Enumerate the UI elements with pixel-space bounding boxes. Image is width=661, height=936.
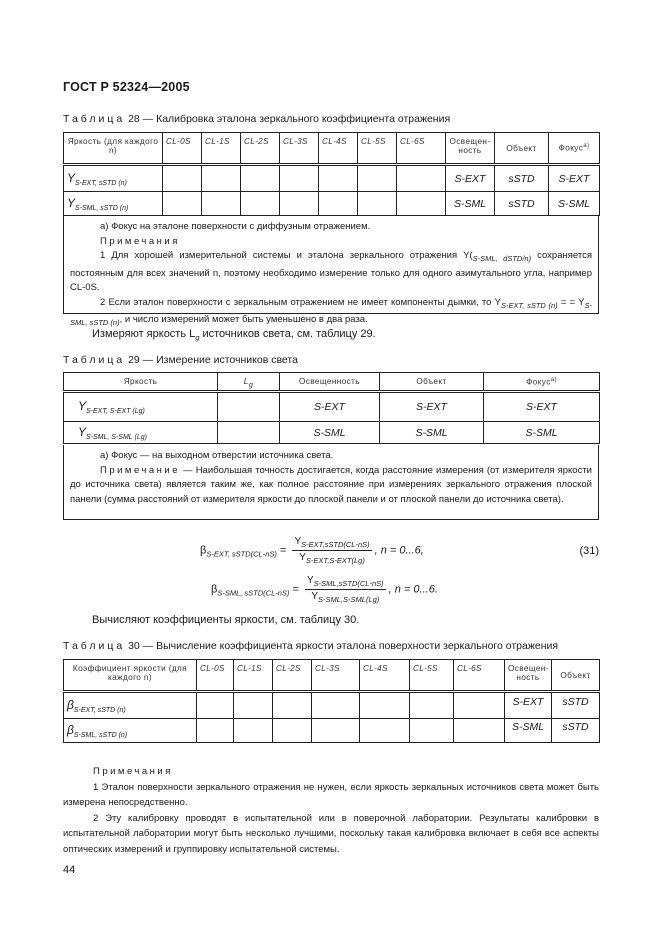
table30-header-cl3: CL-3S (312, 660, 360, 692)
row-label: $Y_{S-SML, sSTD (n)}$ (64, 192, 163, 216)
table28-header-cl4: CL-4S (319, 133, 358, 165)
table29 (63, 372, 600, 444)
table30-header-illumination: Освещен-ность (505, 660, 552, 692)
formula-32: $\beta_{S-SML, sSTD(CL-nS)}$ = $\frac{Y_{S-SML,sSTD(CL-nS)}}{Y_{S-SML,S-SML(Lg)}}$ , n = 0...6. (211, 575, 438, 604)
table28-header-brightness: Яркость (для каждого n) (64, 133, 163, 165)
table30-header-cl4: CL-4S (360, 660, 410, 692)
table29-header-brightness: Яркость (64, 373, 218, 392)
table29-header-focus: Фокус$^{а)}$ (484, 373, 600, 392)
table29-header-lg: Lg (218, 373, 280, 392)
table28-header-cl2: CL-2S (241, 133, 280, 165)
table30-header-cl5: CL-5S (410, 660, 454, 692)
table29-notes: а) Фокус — на выходном отверстии источника света. Примечание — Наибольшая точность достигается, когда расстояние измерения (от измерителя яркости до источника света) является таким же, как полное расстояние при измерениях зеркального отражения плоской панели (сумма расстояний от измерителя яркости до плоской панели и от плоской панели до источника света). (63, 445, 599, 520)
table30-caption: Таблица 30 — Вычисление коэффициента яркости эталона поверхности зеркального отражения (63, 640, 559, 652)
table30-header-cl1: CL-1S (234, 660, 273, 692)
table28-notes: а) Фокус на эталоне поверхности с диффузным отражением. Примечания 1 Для хорошей измерительной системы и эталона зеркального отражения $Y(_{S-SML, dSTD/n)}$ сохраняется постоянным для всех значений n, поэтому необходимо измерение только для одного азимутального угла, например CL-0S. 2 Если эталон поверхности с зеркальным отражением не имеет компоненты дымки, то $Y_{S-EXT, sSTD (n)}$ = = $Y_{S-SML, sSTD (n)}$, и число измерений может быть уменьшено в два раза. (63, 216, 599, 314)
table30 (63, 659, 600, 743)
table30-header-cl6: CL-6S (454, 660, 505, 692)
row-label: $Y_{S-EXT, sSTD (n)}$ (64, 165, 163, 192)
table28-header-cl5: CL-5S (358, 133, 397, 165)
paragraph-compute-coefficients: Вычисляют коэффициенты яркости, см. таблицу 30. (92, 614, 360, 626)
table30-header-coefficient: Коэффициент яркости (для каждого n) (64, 660, 197, 692)
table29-header-illumination: Освещенность (280, 373, 380, 392)
bottom-notes: Примечания 1 Эталон поверхности зеркального отражения не нужен, если яркость зеркальных источников света может быть измерена непосредственно. 2 Эту калибровку проводят в испытательной или в поверочной лаборатории. Результаты калибровки в испытательной лаборатории могут быть несколько лучшими, поскольку такая калибровка включает в себя все аспекты оптических измерений и группировку испытательной системы. (63, 766, 599, 855)
table28-header-focus: Фокус$^{а)}$ (549, 133, 600, 165)
table-row: $Y_{S-SML, S-SML (Lg)}$ S-SML S-SML S-SML (64, 422, 600, 444)
table-row: $Y_{S-EXT, S-EXT (Lg)}$ S-EXT S-EXT S-EXT (64, 392, 600, 422)
table28-header-cl3: CL-3S (280, 133, 319, 165)
table30-header-object: Объект (552, 660, 600, 692)
table30-header-cl2: CL-2S (273, 660, 312, 692)
table28-header-cl1: CL-1S (202, 133, 241, 165)
table28 (63, 132, 600, 216)
page-number: 44 (63, 864, 76, 876)
table28-caption: Таблица 28 — Калибровка эталона зеркального коэффициента отражения (63, 113, 451, 125)
table-row: $\beta_{S-SML, sSTD (n)}$ S-SML sSTD (64, 719, 600, 743)
table-row: $Y_{S-EXT, sSTD (n)}$ S-EXT sSTD S-EXT (64, 165, 600, 192)
table28-header-cl6: CL-6S (397, 133, 446, 165)
table28-header-object: Объект (495, 133, 549, 165)
table28-header-illumination: Освещен-ность (446, 133, 495, 165)
table28-header-cl0: CL-0S (163, 133, 202, 165)
formula-number: (31) (579, 545, 599, 557)
table-row: $Y_{S-SML, sSTD (n)}$ S-SML sSTD S-SML (64, 192, 600, 216)
formula-31: $\beta_{S-EXT, sSTD(CL-nS)}$ = $\frac{Y_{S-EXT,sSTD(CL-nS)}}{Y_{S-EXT,S-EXT(Lg)}}$ , n = 0...6, (200, 536, 424, 565)
row-label: $Y_{S-SML, S-SML (Lg)}$ (64, 422, 218, 444)
document-header: ГОСТ Р 52324—2005 (63, 80, 190, 94)
table29-header-object: Объект (380, 373, 484, 392)
table30-header-cl0: CL-0S (197, 660, 234, 692)
table29-caption: Таблица 29 — Измерение источников света (63, 354, 298, 366)
row-label: $Y_{S-EXT, S-EXT (Lg)}$ (64, 392, 218, 422)
paragraph-measure-brightness: Измеряют яркость $L_g$ источников света, см. таблицу 29. (92, 328, 376, 342)
row-label: $\beta_{S-EXT, sSTD (n)}$ (64, 692, 197, 719)
table-row: $\beta_{S-EXT, sSTD (n)}$ S-EXT sSTD (64, 692, 600, 719)
row-label: $\beta_{S-SML, sSTD (n)}$ (64, 719, 197, 743)
